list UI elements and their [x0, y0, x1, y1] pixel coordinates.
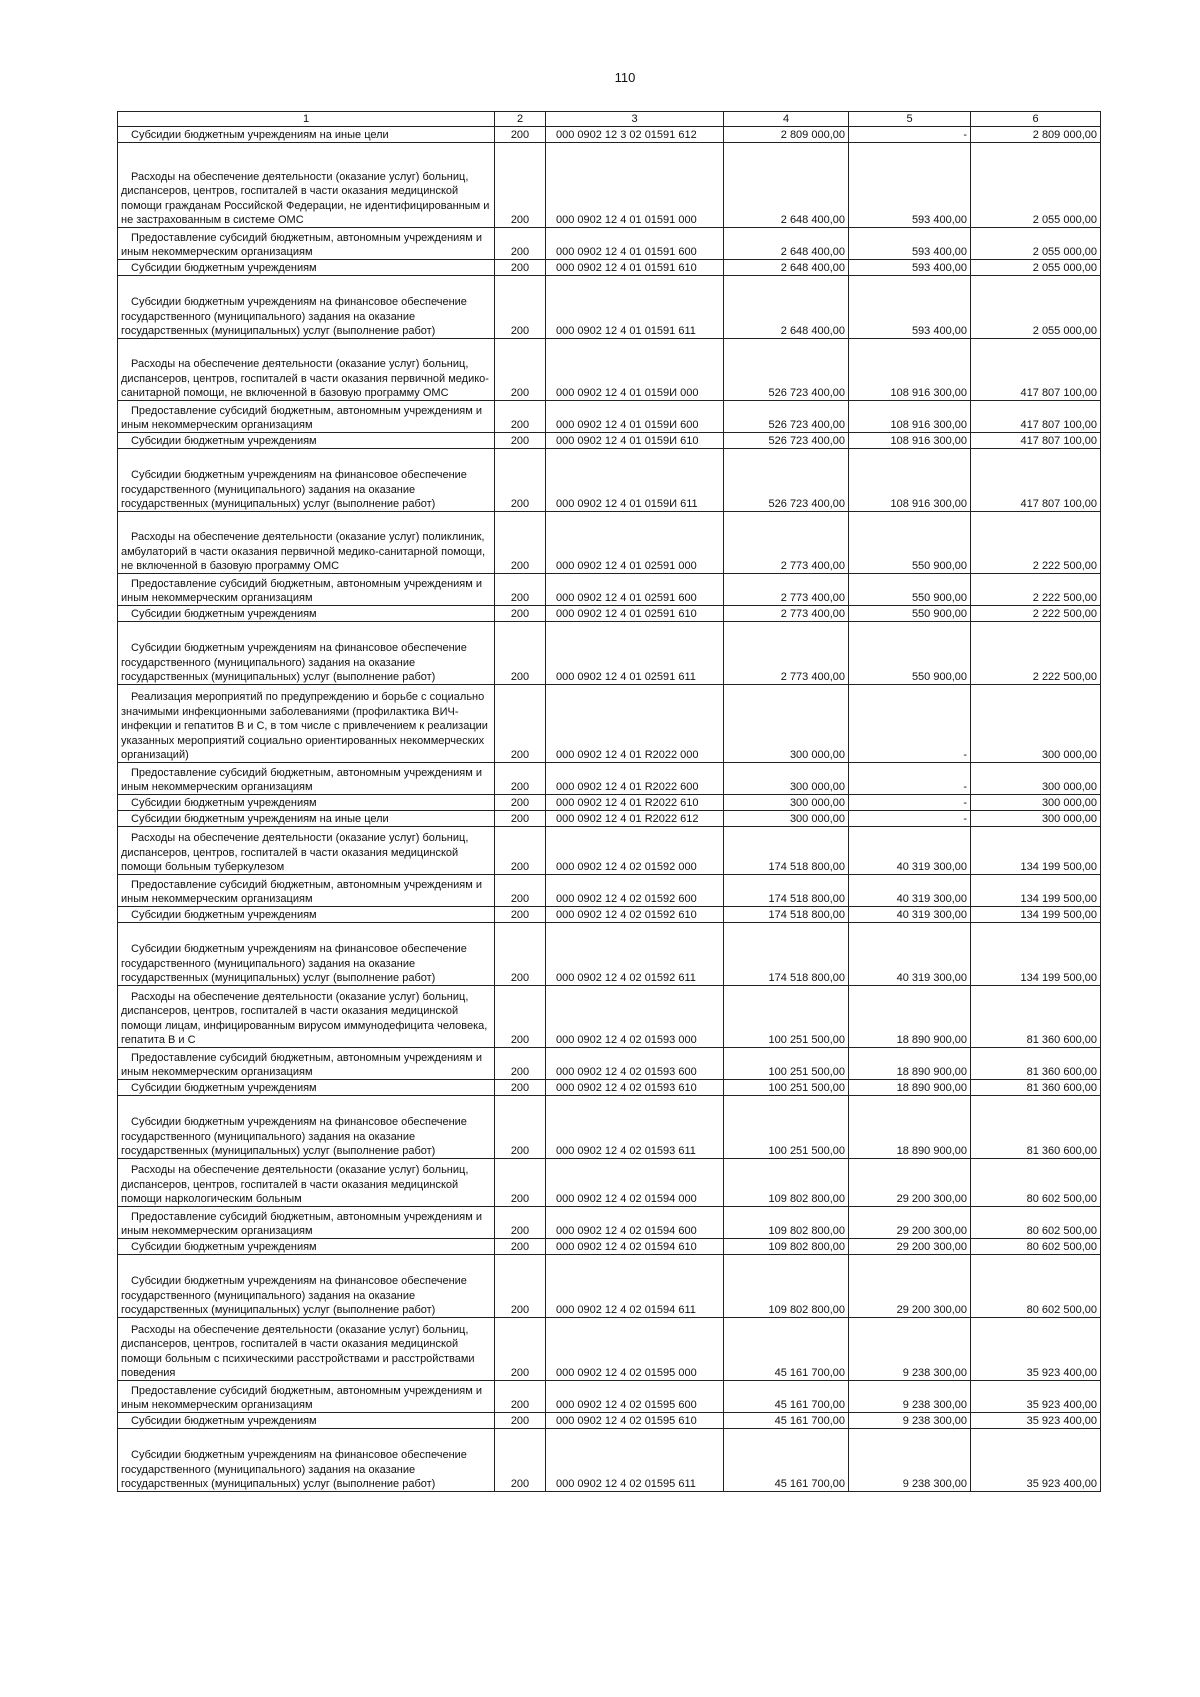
amount-col6-cell: 417 807 100,00: [971, 433, 1101, 449]
table-row: [118, 685, 1101, 763]
chapter-code-cell: 200: [495, 276, 546, 339]
amount-col5-cell: 108 916 300,00: [849, 433, 971, 449]
chapter-code-cell: 200: [495, 622, 546, 685]
amount-col6-cell: 35 923 400,00: [971, 1381, 1101, 1413]
table-row: [118, 907, 1101, 923]
amount-col4-cell: 526 723 400,00: [724, 401, 849, 433]
table-row: [118, 401, 1101, 433]
amount-col6-cell: 417 807 100,00: [971, 401, 1101, 433]
amount-col4-cell: 109 802 800,00: [724, 1159, 849, 1207]
amount-col6-cell: 2 222 500,00: [971, 606, 1101, 622]
amount-col4-cell: 100 251 500,00: [724, 986, 849, 1048]
amount-col6-cell: 2 222 500,00: [971, 574, 1101, 606]
amount-col5-cell: 550 900,00: [849, 622, 971, 685]
amount-col5-cell: 550 900,00: [849, 574, 971, 606]
amount-col5-cell: 40 319 300,00: [849, 875, 971, 907]
classification-code-cell: 000 0902 12 4 01 0159И 000: [546, 339, 724, 401]
chapter-code-cell: 200: [495, 685, 546, 763]
amount-col6-cell: 417 807 100,00: [971, 449, 1101, 512]
chapter-code-cell: 200: [495, 143, 546, 228]
expense-name-cell: Субсидии бюджетным учреждениям на финансовое обеспечение государственного (муниципального) задания на оказание государственных (муниципальных) услуг (выполнение работ): [118, 1429, 495, 1492]
amount-col6-cell: 35 923 400,00: [971, 1413, 1101, 1429]
amount-col5-cell: -: [849, 795, 971, 811]
amount-col4-cell: 45 161 700,00: [724, 1429, 849, 1492]
table-row: [118, 1159, 1101, 1207]
expense-name-cell: Субсидии бюджетным учреждениям: [118, 433, 495, 449]
table-row: [118, 986, 1101, 1048]
table-row: [118, 228, 1101, 260]
column-header: 5: [849, 112, 971, 127]
amount-col6-cell: 417 807 100,00: [971, 339, 1101, 401]
amount-col4-cell: 2 648 400,00: [724, 228, 849, 260]
table-row: [118, 260, 1101, 276]
table-row: [118, 1381, 1101, 1413]
amount-col6-cell: 2 055 000,00: [971, 276, 1101, 339]
column-header: 2: [495, 112, 546, 127]
chapter-code-cell: 200: [495, 1413, 546, 1429]
amount-col6-cell: 2 055 000,00: [971, 260, 1101, 276]
amount-col6-cell: 80 602 500,00: [971, 1239, 1101, 1255]
amount-col4-cell: 174 518 800,00: [724, 875, 849, 907]
amount-col4-cell: 174 518 800,00: [724, 923, 849, 986]
amount-col4-cell: 45 161 700,00: [724, 1318, 849, 1381]
amount-col5-cell: 29 200 300,00: [849, 1255, 971, 1318]
expense-name-cell: Предоставление субсидий бюджетным, автономным учреждениям и иным некоммерческим организациям: [118, 1207, 495, 1239]
column-number-row: [118, 112, 1101, 127]
column-header: 4: [724, 112, 849, 127]
expense-name-cell: Предоставление субсидий бюджетным, автономным учреждениям и иным некоммерческим организациям: [118, 401, 495, 433]
table-row: [118, 574, 1101, 606]
amount-col6-cell: 80 602 500,00: [971, 1207, 1101, 1239]
amount-col6-cell: 2 809 000,00: [971, 127, 1101, 143]
classification-code-cell: 000 0902 12 4 01 01591 600: [546, 228, 724, 260]
amount-col4-cell: 526 723 400,00: [724, 449, 849, 512]
amount-col4-cell: 2 773 400,00: [724, 574, 849, 606]
expense-name-cell: Расходы на обеспечение деятельности (оказание услуг) больниц, диспансеров, центров, госпиталей в части оказания медицинской помощи больным с психическими расстройствами и расстройствами поведения: [118, 1318, 495, 1381]
page-number: 110: [614, 70, 636, 85]
expense-name-cell: Предоставление субсидий бюджетным, автономным учреждениям и иным некоммерческим организациям: [118, 763, 495, 795]
chapter-code-cell: 200: [495, 127, 546, 143]
amount-col6-cell: 300 000,00: [971, 763, 1101, 795]
expense-name-cell: Субсидии бюджетным учреждениям на финансовое обеспечение государственного (муниципального) задания на оказание государственных (муниципальных) услуг (выполнение работ): [118, 449, 495, 512]
amount-col6-cell: 80 602 500,00: [971, 1255, 1101, 1318]
classification-code-cell: 000 0902 12 4 01 02591 611: [546, 622, 724, 685]
classification-code-cell: 000 0902 12 4 01 02591 610: [546, 606, 724, 622]
expense-name-cell: Субсидии бюджетным учреждениям: [118, 1080, 495, 1096]
chapter-code-cell: 200: [495, 827, 546, 875]
expense-name-cell: Предоставление субсидий бюджетным, автономным учреждениям и иным некоммерческим организациям: [118, 875, 495, 907]
table-row: [118, 811, 1101, 827]
amount-col4-cell: 109 802 800,00: [724, 1239, 849, 1255]
chapter-code-cell: 200: [495, 449, 546, 512]
table-row: [118, 339, 1101, 401]
expense-name-cell: Субсидии бюджетным учреждениям: [118, 606, 495, 622]
classification-code-cell: 000 0902 12 4 02 01595 000: [546, 1318, 724, 1381]
table-body: [118, 127, 1101, 1492]
amount-col6-cell: 134 199 500,00: [971, 907, 1101, 923]
classification-code-cell: 000 0902 12 4 02 01592 611: [546, 923, 724, 986]
amount-col5-cell: 40 319 300,00: [849, 907, 971, 923]
amount-col4-cell: 300 000,00: [724, 763, 849, 795]
table-row: [118, 1413, 1101, 1429]
table-row: [118, 1207, 1101, 1239]
amount-col6-cell: 300 000,00: [971, 811, 1101, 827]
amount-col5-cell: 29 200 300,00: [849, 1207, 971, 1239]
amount-col5-cell: -: [849, 811, 971, 827]
classification-code-cell: 000 0902 12 4 02 01593 610: [546, 1080, 724, 1096]
expense-name-cell: Субсидии бюджетным учреждениям на иные цели: [118, 127, 495, 143]
amount-col5-cell: 40 319 300,00: [849, 827, 971, 875]
chapter-code-cell: 200: [495, 1318, 546, 1381]
amount-col5-cell: 18 890 900,00: [849, 1048, 971, 1080]
expense-name-cell: Субсидии бюджетным учреждениям: [118, 795, 495, 811]
column-header: 6: [971, 112, 1101, 127]
expense-name-cell: Предоставление субсидий бюджетным, автономным учреждениям и иным некоммерческим организациям: [118, 228, 495, 260]
table-row: [118, 1080, 1101, 1096]
table-row: [118, 1318, 1101, 1381]
table-row: [118, 143, 1101, 228]
expense-name-cell: Субсидии бюджетным учреждениям на финансовое обеспечение государственного (муниципального) задания на оказание государственных (муниципальных) услуг (выполнение работ): [118, 923, 495, 986]
amount-col5-cell: 593 400,00: [849, 228, 971, 260]
amount-col5-cell: 108 916 300,00: [849, 401, 971, 433]
amount-col6-cell: 134 199 500,00: [971, 875, 1101, 907]
classification-code-cell: 000 0902 12 4 02 01594 610: [546, 1239, 724, 1255]
amount-col5-cell: 593 400,00: [849, 143, 971, 228]
amount-col4-cell: 526 723 400,00: [724, 339, 849, 401]
table-row: [118, 276, 1101, 339]
expense-name-cell: Субсидии бюджетным учреждениям на финансовое обеспечение государственного (муниципального) задания на оказание государственных (муниципальных) услуг (выполнение работ): [118, 1255, 495, 1318]
amount-col6-cell: 35 923 400,00: [971, 1318, 1101, 1381]
chapter-code-cell: 200: [495, 1381, 546, 1413]
expense-name-cell: Предоставление субсидий бюджетным, автономным учреждениям и иным некоммерческим организациям: [118, 1048, 495, 1080]
chapter-code-cell: 200: [495, 1159, 546, 1207]
classification-code-cell: 000 0902 12 4 02 01593 000: [546, 986, 724, 1048]
table-row: [118, 923, 1101, 986]
expense-name-cell: Расходы на обеспечение деятельности (оказание услуг) больниц, диспансеров, центров, госпиталей в части оказания медицинской помощи наркологическим больным: [118, 1159, 495, 1207]
chapter-code-cell: 200: [495, 339, 546, 401]
classification-code-cell: 000 0902 12 4 02 01595 611: [546, 1429, 724, 1492]
amount-col6-cell: 35 923 400,00: [971, 1429, 1101, 1492]
amount-col5-cell: 550 900,00: [849, 606, 971, 622]
classification-code-cell: 000 0902 12 4 01 R2022 600: [546, 763, 724, 795]
classification-code-cell: 000 0902 12 4 02 01594 000: [546, 1159, 724, 1207]
chapter-code-cell: 200: [495, 1096, 546, 1159]
amount-col6-cell: 80 602 500,00: [971, 1159, 1101, 1207]
classification-code-cell: 000 0902 12 4 01 02591 000: [546, 512, 724, 574]
table-row: [118, 1255, 1101, 1318]
expense-name-cell: Расходы на обеспечение деятельности (оказание услуг) больниц, диспансеров, центров, госпиталей в части оказания медицинской помощи гражданам Российской Федерации, не идентифицированным и не застрахованным в системе ОМС: [118, 143, 495, 228]
chapter-code-cell: 200: [495, 986, 546, 1048]
table-row: [118, 606, 1101, 622]
table-row: [118, 127, 1101, 143]
amount-col6-cell: 81 360 600,00: [971, 1048, 1101, 1080]
table-row: [118, 795, 1101, 811]
column-header: 1: [118, 112, 495, 127]
table-row: [118, 449, 1101, 512]
chapter-code-cell: 200: [495, 433, 546, 449]
expense-name-cell: Расходы на обеспечение деятельности (оказание услуг) больниц, диспансеров, центров, госпиталей в части оказания медицинской помощи больным туберкулезом: [118, 827, 495, 875]
expense-name-cell: Расходы на обеспечение деятельности (оказание услуг) поликлиник, амбулаторий в части оказания первичной медико-санитарной помощи, не включенной в базовую программу ОМС: [118, 512, 495, 574]
amount-col5-cell: -: [849, 127, 971, 143]
classification-code-cell: 000 0902 12 4 02 01592 000: [546, 827, 724, 875]
amount-col5-cell: 18 890 900,00: [849, 1080, 971, 1096]
expense-name-cell: Субсидии бюджетным учреждениям: [118, 1239, 495, 1255]
chapter-code-cell: 200: [495, 574, 546, 606]
expense-name-cell: Предоставление субсидий бюджетным, автономным учреждениям и иным некоммерческим организациям: [118, 574, 495, 606]
amount-col5-cell: 9 238 300,00: [849, 1381, 971, 1413]
amount-col4-cell: 2 648 400,00: [724, 276, 849, 339]
amount-col6-cell: 2 222 500,00: [971, 512, 1101, 574]
classification-code-cell: 000 0902 12 4 01 0159И 611: [546, 449, 724, 512]
expense-name-cell: Субсидии бюджетным учреждениям на финансовое обеспечение государственного (муниципального) задания на оказание государственных (муниципальных) услуг (выполнение работ): [118, 1096, 495, 1159]
table-row: [118, 622, 1101, 685]
amount-col5-cell: 550 900,00: [849, 512, 971, 574]
expense-name-cell: Субсидии бюджетным учреждениям: [118, 1413, 495, 1429]
expense-name-cell: Субсидии бюджетным учреждениям на иные цели: [118, 811, 495, 827]
classification-code-cell: 000 0902 12 4 02 01592 610: [546, 907, 724, 923]
chapter-code-cell: 200: [495, 606, 546, 622]
amount-col6-cell: 81 360 600,00: [971, 1096, 1101, 1159]
amount-col4-cell: 2 648 400,00: [724, 260, 849, 276]
amount-col4-cell: 300 000,00: [724, 811, 849, 827]
amount-col4-cell: 2 809 000,00: [724, 127, 849, 143]
amount-col4-cell: 45 161 700,00: [724, 1381, 849, 1413]
chapter-code-cell: 200: [495, 228, 546, 260]
amount-col4-cell: 2 648 400,00: [724, 143, 849, 228]
classification-code-cell: 000 0902 12 4 01 R2022 612: [546, 811, 724, 827]
chapter-code-cell: 200: [495, 401, 546, 433]
amount-col4-cell: 109 802 800,00: [724, 1255, 849, 1318]
amount-col5-cell: 593 400,00: [849, 276, 971, 339]
chapter-code-cell: 200: [495, 1429, 546, 1492]
classification-code-cell: 000 0902 12 4 02 01594 600: [546, 1207, 724, 1239]
chapter-code-cell: 200: [495, 875, 546, 907]
classification-code-cell: 000 0902 12 4 01 R2022 610: [546, 795, 724, 811]
chapter-code-cell: 200: [495, 1239, 546, 1255]
expense-name-cell: Субсидии бюджетным учреждениям: [118, 907, 495, 923]
table-row: [118, 763, 1101, 795]
expense-name-cell: Субсидии бюджетным учреждениям на финансовое обеспечение государственного (муниципального) задания на оказание государственных (муниципальных) услуг (выполнение работ): [118, 276, 495, 339]
budget-table: [117, 111, 1101, 1492]
classification-code-cell: 000 0902 12 4 01 0159И 600: [546, 401, 724, 433]
amount-col4-cell: 526 723 400,00: [724, 433, 849, 449]
classification-code-cell: 000 0902 12 4 02 01593 600: [546, 1048, 724, 1080]
amount-col6-cell: 2 055 000,00: [971, 228, 1101, 260]
amount-col4-cell: 100 251 500,00: [724, 1096, 849, 1159]
amount-col4-cell: 300 000,00: [724, 685, 849, 763]
table-row: [118, 827, 1101, 875]
table-row: [118, 512, 1101, 574]
amount-col4-cell: 100 251 500,00: [724, 1048, 849, 1080]
chapter-code-cell: 200: [495, 1207, 546, 1239]
classification-code-cell: 000 0902 12 4 01 0159И 610: [546, 433, 724, 449]
chapter-code-cell: 200: [495, 512, 546, 574]
amount-col5-cell: 108 916 300,00: [849, 339, 971, 401]
expense-name-cell: Субсидии бюджетным учреждениям: [118, 260, 495, 276]
amount-col5-cell: 593 400,00: [849, 260, 971, 276]
table-row: [118, 1048, 1101, 1080]
amount-col4-cell: 2 773 400,00: [724, 512, 849, 574]
classification-code-cell: 000 0902 12 4 02 01593 611: [546, 1096, 724, 1159]
table-row: [118, 1096, 1101, 1159]
classification-code-cell: 000 0902 12 4 01 01591 000: [546, 143, 724, 228]
amount-col6-cell: 2 222 500,00: [971, 622, 1101, 685]
amount-col5-cell: 108 916 300,00: [849, 449, 971, 512]
amount-col6-cell: 2 055 000,00: [971, 143, 1101, 228]
amount-col5-cell: 9 238 300,00: [849, 1318, 971, 1381]
amount-col4-cell: 45 161 700,00: [724, 1413, 849, 1429]
expense-name-cell: Расходы на обеспечение деятельности (оказание услуг) больниц, диспансеров, центров, госпиталей в части оказания первичной медико-санитарной помощи, не включенной в базовую программу ОМС: [118, 339, 495, 401]
amount-col5-cell: 29 200 300,00: [849, 1239, 971, 1255]
amount-col5-cell: 29 200 300,00: [849, 1159, 971, 1207]
chapter-code-cell: 200: [495, 923, 546, 986]
chapter-code-cell: 200: [495, 1255, 546, 1318]
amount-col5-cell: 9 238 300,00: [849, 1413, 971, 1429]
amount-col6-cell: 134 199 500,00: [971, 827, 1101, 875]
amount-col6-cell: 300 000,00: [971, 795, 1101, 811]
table-row: [118, 1429, 1101, 1492]
classification-code-cell: 000 0902 12 4 02 01594 611: [546, 1255, 724, 1318]
classification-code-cell: 000 0902 12 4 02 01592 600: [546, 875, 724, 907]
table-row: [118, 433, 1101, 449]
classification-code-cell: 000 0902 12 4 01 02591 600: [546, 574, 724, 606]
amount-col4-cell: 300 000,00: [724, 795, 849, 811]
expense-name-cell: Реализация мероприятий по предупреждению и борьбе с социально значимыми инфекционными заболеваниями (профилактика ВИЧ-инфекции и гепатитов В и С, в том числе с привлечением к реализации указанных мероприятий социально ориентированных некоммерческих организаций): [118, 685, 495, 763]
chapter-code-cell: 200: [495, 811, 546, 827]
chapter-code-cell: 200: [495, 260, 546, 276]
amount-col4-cell: 174 518 800,00: [724, 907, 849, 923]
amount-col4-cell: 2 773 400,00: [724, 606, 849, 622]
amount-col6-cell: 300 000,00: [971, 685, 1101, 763]
amount-col5-cell: 9 238 300,00: [849, 1429, 971, 1492]
column-header: 3: [546, 112, 724, 127]
expense-name-cell: Предоставление субсидий бюджетным, автономным учреждениям и иным некоммерческим организациям: [118, 1381, 495, 1413]
amount-col6-cell: 134 199 500,00: [971, 923, 1101, 986]
classification-code-cell: 000 0902 12 4 02 01595 610: [546, 1413, 724, 1429]
classification-code-cell: 000 0902 12 4 01 R2022 000: [546, 685, 724, 763]
table-row: [118, 1239, 1101, 1255]
amount-col5-cell: -: [849, 763, 971, 795]
expense-name-cell: Субсидии бюджетным учреждениям на финансовое обеспечение государственного (муниципального) задания на оказание государственных (муниципальных) услуг (выполнение работ): [118, 622, 495, 685]
chapter-code-cell: 200: [495, 907, 546, 923]
amount-col5-cell: 40 319 300,00: [849, 923, 971, 986]
amount-col5-cell: -: [849, 685, 971, 763]
table-row: [118, 875, 1101, 907]
chapter-code-cell: 200: [495, 1048, 546, 1080]
classification-code-cell: 000 0902 12 4 01 01591 610: [546, 260, 724, 276]
chapter-code-cell: 200: [495, 763, 546, 795]
amount-col4-cell: 109 802 800,00: [724, 1207, 849, 1239]
expense-name-cell: Расходы на обеспечение деятельности (оказание услуг) больниц, диспансеров, центров, госпиталей в части оказания медицинской помощи лицам, инфицированным вирусом иммунодефицита человека, гепатита В и С: [118, 986, 495, 1048]
amount-col6-cell: 81 360 600,00: [971, 1080, 1101, 1096]
amount-col5-cell: 18 890 900,00: [849, 986, 971, 1048]
chapter-code-cell: 200: [495, 1080, 546, 1096]
amount-col4-cell: 2 773 400,00: [724, 622, 849, 685]
classification-code-cell: 000 0902 12 3 02 01591 612: [546, 127, 724, 143]
classification-code-cell: 000 0902 12 4 01 01591 611: [546, 276, 724, 339]
amount-col4-cell: 174 518 800,00: [724, 827, 849, 875]
amount-col6-cell: 81 360 600,00: [971, 986, 1101, 1048]
chapter-code-cell: 200: [495, 795, 546, 811]
classification-code-cell: 000 0902 12 4 02 01595 600: [546, 1381, 724, 1413]
amount-col5-cell: 18 890 900,00: [849, 1096, 971, 1159]
amount-col4-cell: 100 251 500,00: [724, 1080, 849, 1096]
